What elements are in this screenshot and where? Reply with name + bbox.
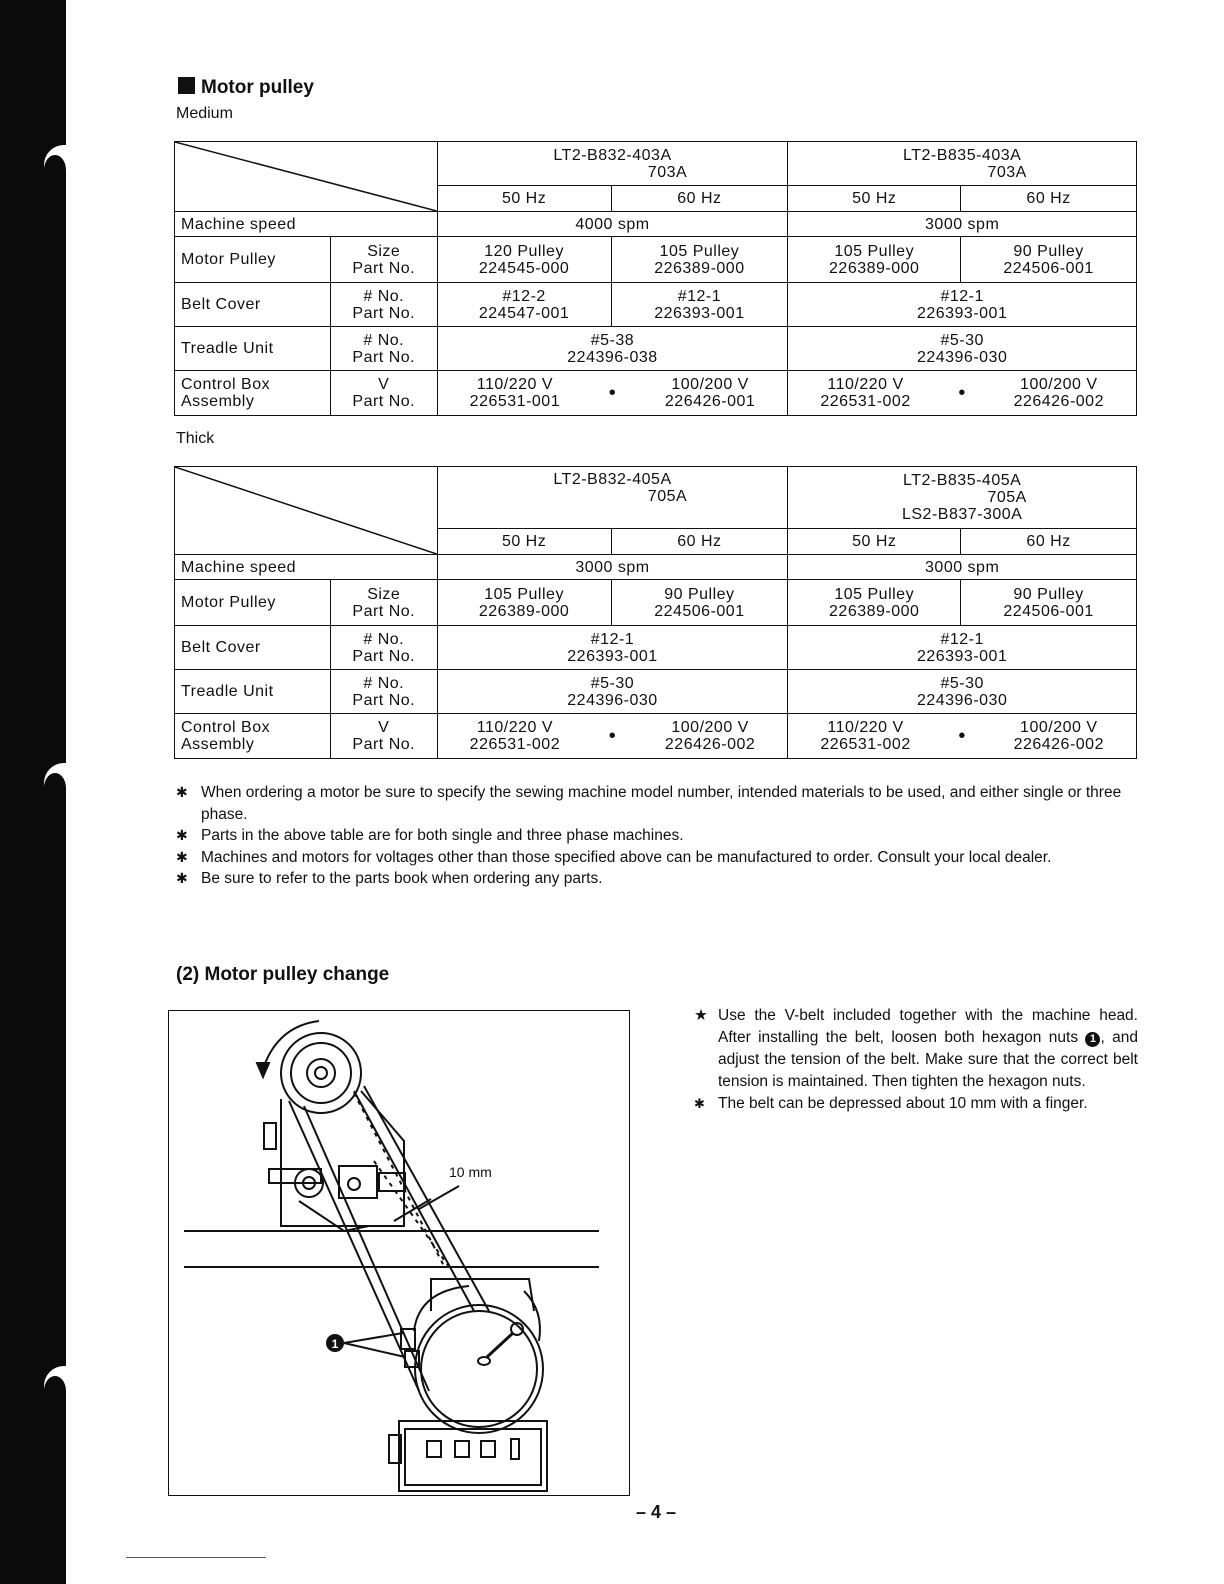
table-cell: #5-30 224396-030 <box>788 327 1137 371</box>
asterisk-icon: ✱ <box>176 870 188 886</box>
table-cell: 4000 spm <box>437 212 788 237</box>
square-bullet-icon <box>178 77 195 94</box>
sub-label: V Part No. <box>330 714 437 759</box>
table-cell: 90 Pulley 224506-001 <box>961 237 1137 283</box>
asterisk-icon: ✱ <box>694 1096 705 1111</box>
row-label: Treadle Unit <box>175 670 331 714</box>
medium-spec-table <box>174 141 1137 416</box>
bullet-dot: • <box>608 381 617 404</box>
row-label: Control Box Assembly <box>175 714 331 759</box>
thick-spec-table <box>174 466 1137 759</box>
asterisk-icon: ✱ <box>176 784 188 800</box>
motor-belt-illustration <box>169 1011 629 1495</box>
table-cell: 3000 spm <box>788 212 1137 237</box>
star-icon: ★ <box>694 1007 708 1024</box>
table-cell: 105 Pulley 226389-000 <box>437 580 611 626</box>
table-cell: 105 Pulley 226389-000 <box>788 580 961 626</box>
model-header: LT2-B832-403A 703A <box>437 142 788 186</box>
list-item: ★ Use the V-belt included together with the machine head. After installing the belt, loosen both hexagon nuts 1 , and adjust the tension of the belt. Make sure that the correct belt tension is maintained. Then tighten the hexagon nuts. <box>694 1007 1138 1090</box>
table-cell: #12-1 226393-001 <box>788 283 1137 327</box>
hz-header: 50 Hz <box>437 529 611 555</box>
sub-label: # No. Part No. <box>330 327 437 371</box>
sub-label: Size Part No. <box>330 237 437 283</box>
table-cell: 3000 spm <box>437 555 788 580</box>
list-item: ✱ The belt can be depressed about 10 mm with a finger. <box>694 1093 1138 1115</box>
sub-label: Size Part No. <box>330 580 437 626</box>
model-header: LT2-B835-403A 703A <box>788 142 1137 186</box>
subsection-heading: (2) Motor pulley change <box>176 964 390 985</box>
row-label: Treadle Unit <box>175 327 331 371</box>
table-cell: #12-1 226393-001 <box>437 626 788 670</box>
table-cell: 110/220 V 226531-002 • 100/200 V 226426-002 <box>437 714 788 759</box>
table-cell: 3000 spm <box>788 555 1137 580</box>
model-header: LT2-B832-405A 705A <box>437 467 788 529</box>
asterisk-icon: ✱ <box>176 848 188 865</box>
list-item: ✱ Be sure to refer to the parts book when ordering any parts. <box>176 868 1136 890</box>
hz-header: 50 Hz <box>788 186 961 212</box>
hz-header: 60 Hz <box>611 186 788 212</box>
table-cell: #5-38 224396-038 <box>437 327 788 371</box>
table-cell: #12-1 226393-001 <box>611 283 788 327</box>
table-cell: 120 Pulley 224545-000 <box>437 237 611 283</box>
row-label: Motor Pulley <box>175 237 331 283</box>
table-cell: 110/220 V 226531-002 • 100/200 V 226426-002 <box>788 371 1137 416</box>
row-label: Machine speed <box>175 212 438 237</box>
row-label: Motor Pulley <box>175 580 331 626</box>
page-number: – 4 – <box>636 1502 677 1522</box>
table-cell: 105 Pulley 226389-000 <box>788 237 961 283</box>
binding-hole <box>44 1366 84 1406</box>
binding-hole <box>44 763 84 803</box>
table-cell: 90 Pulley 224506-001 <box>611 580 788 626</box>
table-cell: #12-2 224547-001 <box>437 283 611 327</box>
row-label: Control Box Assembly <box>175 371 331 416</box>
section-heading: Motor pulley <box>178 76 314 99</box>
table-cell: #12-1 226393-001 <box>788 626 1137 670</box>
table-cell: #5-30 224396-030 <box>437 670 788 714</box>
sub-label: # No. Part No. <box>330 283 437 327</box>
hz-header: 50 Hz <box>788 529 961 555</box>
medium-label: Medium <box>176 105 233 122</box>
belt-instructions <box>694 1005 1138 1115</box>
table-cell: #5-30 224396-030 <box>788 670 1137 714</box>
thick-label: Thick <box>176 430 215 447</box>
motor-pulley-figure <box>168 1010 630 1496</box>
row-label: Machine speed <box>175 555 438 580</box>
row-label: Belt Cover <box>175 283 331 327</box>
hz-header: 60 Hz <box>961 529 1137 555</box>
notes-list <box>176 782 1136 890</box>
model-header: LT2-B835-405A 705A LS2-B837-300A <box>788 467 1137 529</box>
footer-line <box>126 1557 266 1558</box>
asterisk-icon: ✱ <box>176 827 188 843</box>
figure-label-10mm: 10 mm <box>449 1164 492 1180</box>
bullet-dot: • <box>958 381 966 404</box>
sub-label: V Part No. <box>330 371 437 416</box>
sub-label: # No. Part No. <box>330 626 437 670</box>
table-cell: 110/220 V 226531-002 • 100/200 V 226426-002 <box>788 714 1137 759</box>
bullet-dot: • <box>608 724 617 747</box>
table-cell: 110/220 V 226531-001 • 100/200 V 226426-001 <box>437 371 788 416</box>
callout-1-icon: 1 <box>1085 1032 1100 1047</box>
table-corner-cell <box>175 142 438 212</box>
sub-label: # No. Part No. <box>330 670 437 714</box>
bullet-dot: • <box>958 724 966 747</box>
list-item: ✱ Machines and motors for voltages other than those specified above can be manufactured to order. Consult your local dealer. <box>176 847 1136 869</box>
list-item: ✱ Parts in the above table are for both single and three phase machines. <box>176 825 1136 847</box>
hz-header: 60 Hz <box>611 529 788 555</box>
figure-callout-label: 1 <box>331 1337 339 1351</box>
list-item: ✱ When ordering a motor be sure to specify the sewing machine model number, intended materials to be used, and either single or three phase. <box>176 784 1122 823</box>
table-cell: 90 Pulley 224506-001 <box>961 580 1137 626</box>
binding-hole <box>44 145 84 185</box>
hz-header: 60 Hz <box>961 186 1137 212</box>
row-label: Belt Cover <box>175 626 331 670</box>
scan-binding-edge <box>0 0 66 1584</box>
hz-header: 50 Hz <box>437 186 611 212</box>
table-cell: 105 Pulley 226389-000 <box>611 237 788 283</box>
table-corner-cell <box>175 467 438 555</box>
